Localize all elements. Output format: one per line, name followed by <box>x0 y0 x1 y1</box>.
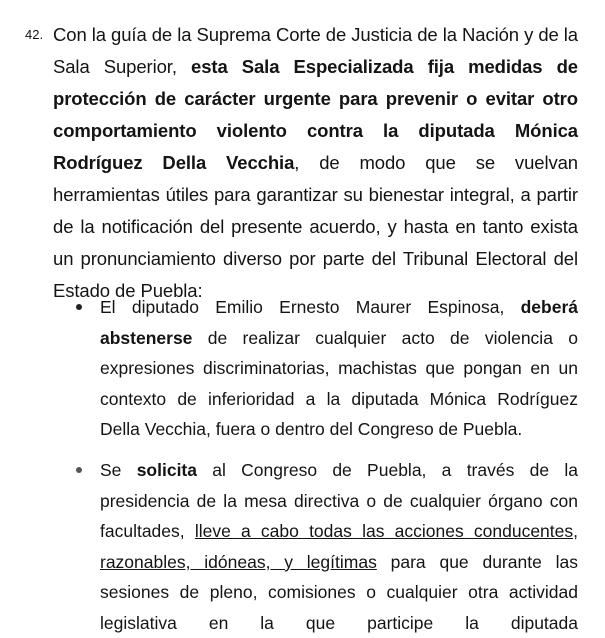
bullet-icon <box>76 304 82 310</box>
bullet-text-end: para que durante las sesiones de pleno, comisiones o cualquier otra actividad legislativa en la que participe la diputada <box>100 551 578 633</box>
list-item <box>100 292 578 445</box>
bullet-icon <box>76 467 82 473</box>
bullet-text-cont: de realizar cualquier acto de violencia o expresiones discriminatorias, machistas que pongan en un contexto de inferioridad a la diputada Mónica Rodríguez Della Vecchia, fuera o dentro del Congreso de Puebla. <box>100 327 578 439</box>
paragraph-42 <box>53 19 578 307</box>
paragraph-text-cont: , de modo que se vuelvan herramientas útiles para garantizar su bienestar integral, a partir de la notificación del presente acuerdo, y hasta en tanto exista un pronunciamiento diverso por parte del Tribunal Electoral del Estado de Puebla: <box>53 152 578 301</box>
bullet-text: El diputado Emilio Ernesto Maurer Espinosa, <box>100 297 521 317</box>
paragraph-text: Con la guía de la Suprema Corte de Justicia de la Nación y de la Sala Superior, <box>53 24 578 77</box>
bullet-text: Se <box>100 460 137 480</box>
paragraph-number: 42. <box>25 27 44 42</box>
paragraph-bold-text: esta Sala Especializada fija medidas de protección de carácter urgente para prevenir o evitar otro comportamiento violento contra la diputada Mónica Rodríguez Della Vecchia <box>53 56 578 173</box>
list-item <box>100 455 578 638</box>
bullet-bold-text: solicita <box>136 460 197 480</box>
underlined-text: lleve a cabo todas las acciones conducentes, razonables, idóneas, y legítimas <box>100 521 578 572</box>
bullet-text-cont: al Congreso de Puebla, a través de la presidencia de la mesa directiva o de cualquier órgano con facultades, <box>100 460 578 541</box>
bullet-bold-text: deberá abstenerse <box>100 297 578 348</box>
